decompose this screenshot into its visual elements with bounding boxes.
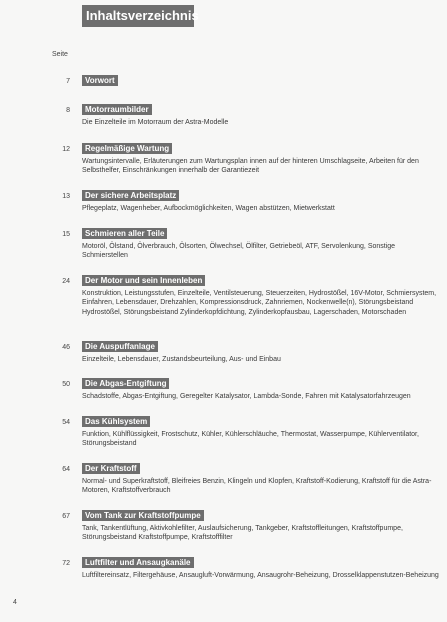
toc-heading[interactable]: Vom Tank zur Kraftstoffpumpe [82,510,204,521]
toc-heading[interactable]: Der sichere Arbeitsplatz [82,190,179,201]
toc-heading[interactable]: Vorwort [82,75,118,86]
toc-description: Konstruktion, Leistungsstufen, Einzelteile, Ventilsteuerung, Steuerzeiten, Hydrostößel, 16V-Motor, Schmiersystem, Einfahren, Lebensdauer, Drehzahlen, Kompressionsdruck, Zahnriemen, Nockenwelle(n), Störungsbeistand Hydrostößel, Störungsbeistand Zylinderkopfdichtung, Zylinderkopfausbau, Lagerschaden, Motorschaden [82,290,437,316]
toc-heading[interactable]: Die Abgas-Entgiftung [82,378,169,389]
toc-page-number: 54 [62,419,70,426]
toc-page-number: 64 [62,466,70,473]
toc-description: Wartungsintervalle, Erläuterungen zum Wartungsplan innen auf der hinteren Umschlagseite, Arbeiten für den Selbsthelfer, Einschränkungen innerhalb der Garantiezeit [82,158,419,175]
toc-page-number: 15 [62,231,70,238]
toc-description: Schadstoffe, Abgas-Entgiftung, Geregelter Katalysator, Lambda-Sonde, Fahren mit Katalysatorfahrzeugen [82,393,411,400]
toc-page-number: 24 [62,278,70,285]
toc-page-number: 67 [62,513,70,520]
toc-page-number: 46 [62,344,70,351]
footer-page-number: 4 [13,599,17,606]
toc-description: Normal- und Superkraftstoff, Bleifreies Benzin, Klingeln und Klopfen, Kraftstoff-Kodierung, Kraftstoff für die Astra-Motoren, Kraftstoffverbrauch [82,478,432,495]
toc-page-number: 12 [62,146,70,153]
toc-description: Pflegeplatz, Wagenheber, Aufbockmöglichkeiten, Wagen abstützen, Mietwerkstatt [82,205,335,212]
page-title: Inhaltsverzeichnis [82,5,194,27]
toc-description: Die Einzelteile im Motorraum der Astra-Modelle [82,119,229,126]
toc-description: Luftfiltereinsatz, Filtergehäuse, Ansaugluft-Vorwärmung, Ansaugrohr-Beheizung, Drosselklappenstutzen-Beheizung [82,572,439,579]
toc-page-number: 13 [62,193,70,200]
toc-heading[interactable]: Motorraumbilder [82,104,152,115]
toc-heading[interactable]: Schmieren aller Teile [82,228,167,239]
toc-heading[interactable]: Luftfilter und Ansaugkanäle [82,557,194,568]
toc-heading[interactable]: Das Kühlsystem [82,416,150,427]
toc-description: Tank, Tankentlüftung, Aktivkohlefilter, Auslaufsicherung, Tankgeber, Kraftstoffleitungen, Kraftstoffpumpe, Störungsbeistand Kraftstoffpumpe, Kraftstofffilter [82,525,403,542]
toc-page-number: 72 [62,560,70,567]
toc-heading[interactable]: Die Auspuffanlage [82,341,158,352]
toc-heading[interactable]: Regelmäßige Wartung [82,143,172,154]
toc-description: Motoröl, Ölstand, Ölverbrauch, Ölsorten, Ölwechsel, Ölfilter, Getriebeöl, ATF, Servolenkung, Sonstige Schmierstellen [82,243,396,260]
toc-heading[interactable]: Der Motor und sein Innenleben [82,275,205,286]
toc-description: Einzelteile, Lebensdauer, Zustandsbeurteilung, Aus- und Einbau [82,356,281,363]
toc-description: Funktion, Kühlflüssigkeit, Frostschutz, Kühler, Kühlerschläuche, Thermostat, Wasserpumpe, Kühlerventilator, Störungsbeistand [82,431,419,448]
toc-page-number: 7 [66,78,70,85]
toc-heading[interactable]: Der Kraftstoff [82,463,140,474]
seite-column-label: Seite [52,51,68,58]
toc-page-number: 50 [62,381,70,388]
toc-page-number: 8 [66,107,70,114]
